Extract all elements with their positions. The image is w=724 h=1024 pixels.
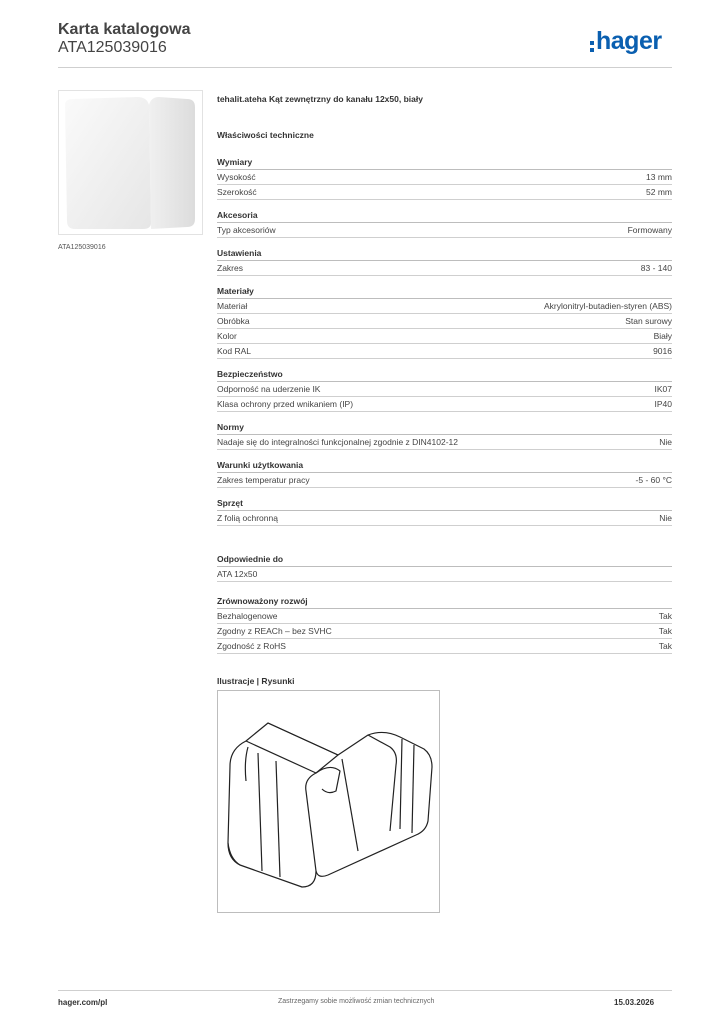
row-label: Kolor xyxy=(217,331,237,341)
product-photo-icon xyxy=(59,91,202,234)
section-title: Sprzęt xyxy=(217,498,672,511)
row-label: Szerokość xyxy=(217,187,257,197)
row-label: Z folią ochronną xyxy=(217,513,278,523)
spec-row xyxy=(217,185,672,200)
spec-row xyxy=(217,639,672,654)
row-label: ATA 12x50 xyxy=(217,569,258,579)
row-value: IP40 xyxy=(654,399,672,409)
row-value: Tak xyxy=(658,641,672,651)
spec-row xyxy=(217,170,672,185)
row-label: Typ akcesoriów xyxy=(217,225,276,235)
corner-drawing-icon xyxy=(218,691,439,912)
spec-section xyxy=(217,157,672,200)
sustainable-section xyxy=(217,596,672,654)
footer-divider xyxy=(58,990,672,991)
properties-title: Właściwości techniczne xyxy=(217,130,314,140)
row-value: Nie xyxy=(659,437,672,447)
row-label: Zgodny z REACh – bez SVHC xyxy=(217,626,332,636)
spec-row xyxy=(217,223,672,238)
row-value: 9016 xyxy=(653,346,672,356)
row-label: Obróbka xyxy=(217,316,250,326)
spec-row xyxy=(217,511,672,526)
row-value: Formowany xyxy=(627,225,672,235)
section-title: Warunki użytkowania xyxy=(217,460,672,473)
spec-row xyxy=(217,382,672,397)
section-title: Wymiary xyxy=(217,157,672,170)
header-divider xyxy=(58,67,672,68)
section-title: Zrównoważony rozwój xyxy=(217,596,672,609)
spec-row xyxy=(217,567,672,582)
section-title: Normy xyxy=(217,422,672,435)
photo-caption: ATA125039016 xyxy=(58,244,106,251)
logo-dot-icon xyxy=(590,41,594,45)
row-label: Odporność na uderzenie IK xyxy=(217,384,321,394)
spec-row xyxy=(217,314,672,329)
spec-section xyxy=(217,210,672,238)
section-title: Ustawienia xyxy=(217,248,672,261)
illustrations-title: Ilustracje | Rysunki xyxy=(217,676,295,686)
spec-section xyxy=(217,498,672,526)
row-label: Bezhalogenowe xyxy=(217,611,278,621)
footer-website-link[interactable]: hager.com/pl xyxy=(58,998,108,1007)
row-value: Biały xyxy=(653,331,672,341)
spec-section xyxy=(217,422,672,450)
row-label: Kod RAL xyxy=(217,346,252,356)
technical-drawing xyxy=(217,690,440,913)
row-value: 13 mm xyxy=(646,172,672,182)
header-code: ATA125039016 xyxy=(58,39,167,56)
header-title: Karta katalogowa xyxy=(58,21,191,38)
section-title: Materiały xyxy=(217,286,672,299)
suitable-section xyxy=(217,554,672,582)
row-value: Nie xyxy=(659,513,672,523)
row-label: Klasa ochrony przed wnikaniem (IP) xyxy=(217,399,354,409)
spec-row xyxy=(217,261,672,276)
row-value: 52 mm xyxy=(646,187,672,197)
spec-section xyxy=(217,369,672,412)
spec-row xyxy=(217,344,672,359)
spec-section xyxy=(217,460,672,488)
row-value: Akrylonitryl-butadien-styren (ABS) xyxy=(543,301,672,311)
row-value: Tak xyxy=(658,626,672,636)
row-label: Materiał xyxy=(217,301,248,311)
specs-content xyxy=(217,94,672,703)
footer-note: Zastrzegamy sobie możliwość zmian technicznych xyxy=(278,998,435,1005)
spec-section xyxy=(217,286,672,359)
row-label: Zakres temperatur pracy xyxy=(217,475,310,485)
spec-row xyxy=(217,624,672,639)
row-label: Zgodność z RoHS xyxy=(217,641,286,651)
spec-sections xyxy=(217,157,672,526)
row-label: Wysokość xyxy=(217,172,256,182)
spec-row xyxy=(217,299,672,314)
row-value: -5 - 60 °C xyxy=(635,475,672,485)
section-title: Odpowiednie do xyxy=(217,554,672,567)
logo-text: hager xyxy=(596,27,662,55)
row-value: IK07 xyxy=(654,384,672,394)
spec-row xyxy=(217,435,672,450)
row-value: 83 - 140 xyxy=(640,263,672,273)
product-title: tehalit.ateha Kąt zewnętrzny do kanału 12x50, biały xyxy=(217,94,423,104)
hager-logo xyxy=(590,27,662,56)
row-value: Tak xyxy=(658,611,672,621)
row-label: Nadaje się do integralności funkcjonalnej zgodnie z DIN4102-12 xyxy=(217,437,458,447)
spec-row xyxy=(217,329,672,344)
row-value: Stan surowy xyxy=(625,316,672,326)
product-photo xyxy=(58,90,203,235)
spec-row xyxy=(217,609,672,624)
section-title: Bezpieczeństwo xyxy=(217,369,672,382)
spec-section xyxy=(217,248,672,276)
row-label: Zakres xyxy=(217,263,243,273)
spec-row xyxy=(217,397,672,412)
footer-date: 15.03.2026 xyxy=(614,998,655,1007)
spec-row xyxy=(217,473,672,488)
section-title: Akcesoria xyxy=(217,210,672,223)
